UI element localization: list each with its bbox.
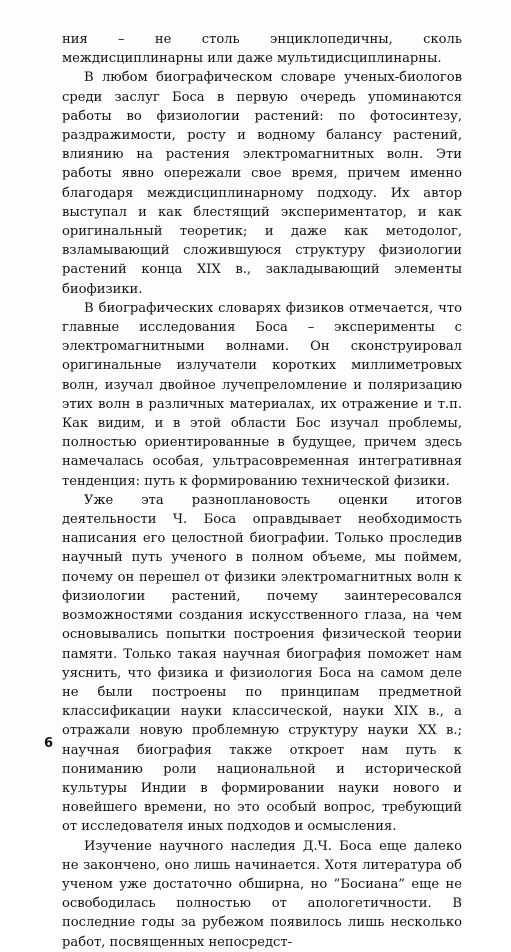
paragraph-legacy: Изучение научного наследия Д.Ч. Боса еще далеко не закончено, оно лишь начинается. Хотя литература об ученом уже достаточно обширна, но ”Босиана” еще не освободилась полностью от апологетичности. В последние годы за рубежом появилось лишь несколько работ, посвященных непосредст- xyxy=(62,838,462,950)
body-text xyxy=(62,30,462,952)
paragraph-biologists: В любом биографическом словаре ученых-биологов среди заслуг Боса в первую очередь упоминаются работы во физиологии растений: по фотосинтезу, раздражимости, росту и водному балансу растений, влиянию на растения электромагнитных волн. Эти работы явно опережали свое время, причем именно благодаря междисциплинарному подходу. Их автор выступал и как блестящий экспериментатор, и как оригинальный теоретик; и даже как методолог, взламывающий сложившуюся структуру физиологии растений конца XIX в., закладывающий элементы биофизики. xyxy=(62,70,462,297)
paragraph-continuation: ния – не столь энциклопедичны, сколь междисциплинарны или даже мультидисциплинарны. xyxy=(62,32,462,67)
paragraph-physicists: В биографических словарях физиков отмечается, что главные исследования Боса – эксперименты с электромагнитными волнами. Он сконструировал оригинальные излучатели коротких миллиметровых волн, изучал двойное лучепреломление и поляризацию этих волн в различных материалах, их отражение и т.п. Как видим, и в этой области Бос изучал проблемы, полностью ориентированные в будущее, причем здесь намечалась особая, ультрасовременная интегративная тенденция: путь к формированию технической физики. xyxy=(62,300,462,489)
paragraph-biography-need: Уже эта разноплановость оценки итогов деятельности Ч. Боса оправдывает необходимость написания его целостной биографии. Только проследив научный путь ученого в полном объеме, мы поймем, почему он перешел от физики электромагнитных волн к физиологии растений, почему заинтересовался возможностями создания искусственного глаза, на чем основывались попытки построения физической теории памяти. Только такая научная биография поможет нам уяснить, что физика и физиология Боса на самом деле не были построены по принципам предметной классификации науки классической, науки XIX в., а отражали новую проблемную структуру науки XX в.; научная биография также откроет нам путь к пониманию роли национальной и исторической культуры Индии в формировании науки нового и новейшего времени, но это особый вопрос, требующий от исследователя иных подходов и осмысления. xyxy=(62,492,462,835)
page-number: 6 xyxy=(44,736,54,751)
